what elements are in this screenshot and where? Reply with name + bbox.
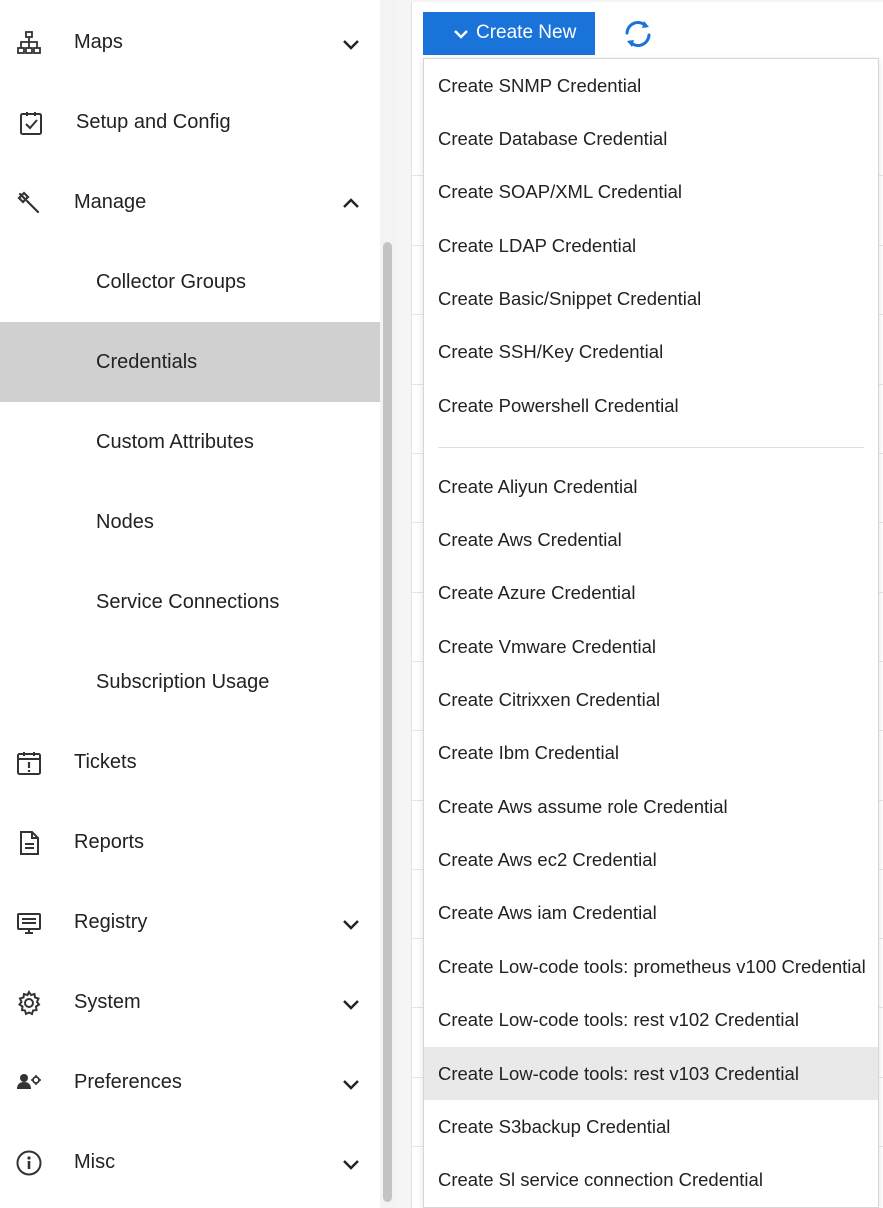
document-icon: [16, 830, 42, 856]
menu-item-create-ldap-credential[interactable]: [424, 219, 878, 272]
gear-icon: [16, 990, 42, 1016]
sidebar-scrollbar-thumb[interactable]: [383, 242, 392, 1202]
menu-item-create-ssh-key-credential[interactable]: [424, 325, 878, 378]
chevron-down-icon: [453, 26, 469, 42]
chevron-down-icon[interactable]: [341, 1074, 361, 1094]
sidebar-item-maps[interactable]: [0, 2, 380, 82]
menu-item-create-powershell-credential[interactable]: [424, 379, 878, 432]
sidebar-subitem-collector-groups[interactable]: [0, 242, 380, 322]
sidebar-subitem-subscription-usage[interactable]: [0, 642, 380, 722]
menu-item-label: Create Citrixxen Credential: [438, 688, 661, 710]
sidebar-item-label: Misc: [74, 1150, 116, 1173]
sidebar-subitem-nodes[interactable]: [0, 482, 380, 562]
menu-item-label: Create Ibm Credential: [438, 741, 619, 763]
sidebar-item-misc[interactable]: [0, 1122, 380, 1202]
sidebar-item-registry[interactable]: [0, 882, 380, 962]
menu-item-create-aws-assume-role-credential[interactable]: [424, 780, 878, 833]
create-new-button[interactable]: [423, 12, 595, 55]
create-new-label: Create New: [476, 22, 577, 43]
menu-item-create-citrixxen-credential[interactable]: [424, 673, 878, 726]
menu-item-create-soap-xml-credential[interactable]: [424, 165, 878, 218]
menu-divider: [438, 447, 864, 448]
menu-item-create-aliyun-credential[interactable]: [424, 460, 878, 513]
sidebar-item-preferences[interactable]: [0, 1042, 380, 1122]
menu-item-create-rest-v102-credential[interactable]: [424, 993, 878, 1046]
menu-item-label: Create Database Credential: [438, 127, 668, 149]
sidebar: [0, 0, 380, 1208]
calendar-alert-icon: [16, 750, 42, 776]
sidebar-item-label: Registry: [74, 910, 148, 933]
sidebar-subitem-label: Credentials: [96, 350, 198, 373]
sidebar-subitem-custom-attributes[interactable]: [0, 402, 380, 482]
monitor-list-icon: [16, 910, 42, 936]
menu-item-label: Create SOAP/XML Credential: [438, 180, 683, 202]
menu-item-label: Create S3backup Credential: [438, 1115, 671, 1137]
info-icon: [16, 1150, 42, 1176]
menu-item-create-sl-service-connection-credential[interactable]: [424, 1153, 878, 1206]
chevron-down-icon[interactable]: [341, 914, 361, 934]
menu-item-label: Create Aliyun Credential: [438, 475, 638, 497]
menu-item-create-s3backup-credential[interactable]: [424, 1100, 878, 1153]
menu-item-create-rest-v103-credential[interactable]: [424, 1047, 878, 1100]
menu-item-label: Create Low-code tools: prometheus v100 Credential: [438, 955, 866, 977]
chevron-down-icon[interactable]: [341, 34, 361, 54]
menu-item-label: Create Low-code tools: rest v103 Credential: [438, 1062, 799, 1084]
menu-item-create-vmware-credential[interactable]: [424, 620, 878, 673]
clipboard-check-icon: [18, 110, 44, 136]
user-gear-icon: [16, 1070, 42, 1096]
menu-item-create-basic-snippet-credential[interactable]: [424, 272, 878, 325]
sitemap-icon: [16, 30, 42, 56]
chevron-up-icon[interactable]: [341, 194, 361, 214]
menu-item-create-prometheus-v100-credential[interactable]: [424, 940, 878, 993]
menu-item-label: Create SNMP Credential: [438, 74, 642, 96]
sidebar-item-system[interactable]: [0, 962, 380, 1042]
menu-item-create-database-credential[interactable]: [424, 112, 878, 165]
sidebar-item-label: Reports: [74, 830, 145, 853]
menu-item-create-aws-credential[interactable]: [424, 513, 878, 566]
sidebar-item-label: Tickets: [74, 750, 137, 773]
sidebar-subitem-label: Nodes: [96, 510, 154, 533]
sidebar-item-label: Maps: [74, 30, 123, 53]
menu-item-label: Create Aws iam Credential: [438, 901, 657, 923]
sidebar-subitem-label: Service Connections: [96, 590, 280, 613]
refresh-icon[interactable]: [622, 19, 654, 49]
sidebar-subitem-credentials[interactable]: [0, 322, 380, 402]
sidebar-item-label: Preferences: [74, 1070, 182, 1093]
sidebar-item-label: System: [74, 990, 141, 1013]
sidebar-item-setup[interactable]: [0, 82, 380, 162]
menu-item-label: Create Aws ec2 Credential: [438, 848, 657, 870]
sidebar-item-label: Setup and Config: [76, 110, 231, 133]
chevron-down-icon[interactable]: [341, 994, 361, 1014]
menu-item-label: Create SSH/Key Credential: [438, 340, 664, 362]
menu-item-label: Create Basic/Snippet Credential: [438, 287, 702, 309]
wrench-icon: [16, 190, 42, 216]
menu-item-create-snmp-credential[interactable]: [424, 59, 878, 112]
chevron-down-icon[interactable]: [341, 1154, 361, 1174]
sidebar-item-tickets[interactable]: [0, 722, 380, 802]
menu-item-create-azure-credential[interactable]: [424, 566, 878, 619]
menu-item-create-aws-iam-credential[interactable]: [424, 886, 878, 939]
menu-item-create-ibm-credential[interactable]: [424, 726, 878, 779]
menu-item-label: Create LDAP Credential: [438, 234, 637, 256]
sidebar-subitem-label: Custom Attributes: [96, 430, 254, 453]
sidebar-subitem-label: Subscription Usage: [96, 670, 270, 693]
create-new-dropdown-menu: [423, 58, 879, 1208]
menu-item-label: Create Powershell Credential: [438, 394, 679, 416]
sidebar-item-manage[interactable]: [0, 162, 380, 242]
menu-item-label: Create Azure Credential: [438, 581, 636, 603]
sidebar-subitem-label: Collector Groups: [96, 270, 247, 293]
sidebar-item-label: Manage: [74, 190, 147, 213]
menu-item-label: Create Sl service connection Credential: [438, 1168, 763, 1190]
menu-item-create-aws-ec2-credential[interactable]: [424, 833, 878, 886]
menu-item-label: Create Vmware Credential: [438, 635, 656, 657]
menu-item-label: Create Low-code tools: rest v102 Credential: [438, 1008, 799, 1030]
menu-item-label: Create Aws assume role Credential: [438, 795, 728, 817]
menu-item-label: Create Aws Credential: [438, 528, 622, 550]
sidebar-subitem-service-connections[interactable]: [0, 562, 380, 642]
sidebar-item-reports[interactable]: [0, 802, 380, 882]
